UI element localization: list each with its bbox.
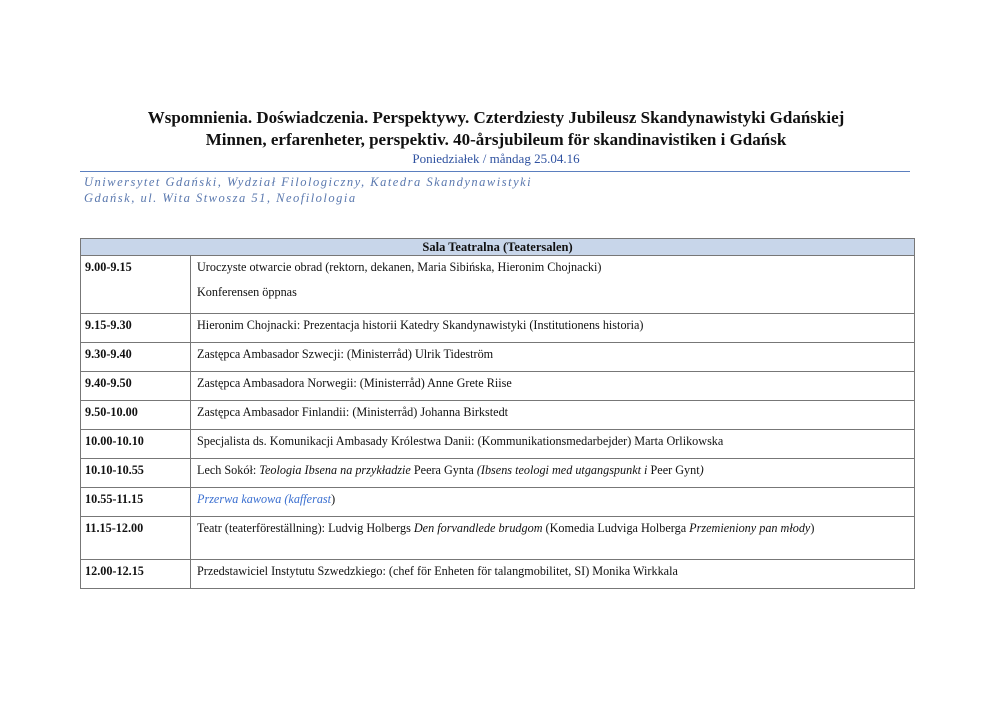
date-line: Poniedziałek / måndag 25.04.16 <box>412 151 580 166</box>
time-cell: 9.15-9.30 <box>81 314 191 343</box>
table-row <box>81 430 915 459</box>
description-cell: Zastępca Ambasador Szwecji: (Ministerråd) Ulrik Tideström <box>191 343 915 372</box>
text-segment: Peer Gynt <box>647 463 700 477</box>
italic-paren: ) <box>699 463 704 477</box>
title-polish: Wspomnienia. Doświadczenia. Perspektywy. Czterdziesty Jubileusz Skandynawistyki Gdańskiej <box>147 108 845 127</box>
text-segment: Teatr (teaterföreställning): Ludvig Holbergs <box>197 521 414 535</box>
table-row <box>81 560 915 589</box>
text-segment: ) <box>810 521 815 535</box>
table-header-row <box>81 239 915 256</box>
italic-title: Den forvandlede brudgom <box>413 521 543 535</box>
time-cell: 10.10-10.55 <box>81 459 191 488</box>
description-text: Uroczyste otwarcie obrad (rektorn, dekanen, Maria Sibińska, Hieronim Chojnacki) <box>197 260 602 274</box>
table-row <box>81 401 915 430</box>
table-row <box>81 488 915 517</box>
italic-translation: (Ibsens teologi med utgangspunkt i <box>476 463 648 477</box>
coffee-break-link[interactable]: Przerwa kawowa (kafferast <box>197 492 332 506</box>
header-divider <box>80 171 910 172</box>
time-cell: 11.15-12.00 <box>81 517 191 560</box>
text-segment: Peera Gynta <box>410 463 477 477</box>
venue-line-2: Gdańsk, ul. Wita Stwosza 51, Neofilologia <box>84 191 357 205</box>
time-cell: 9.50-10.00 <box>81 401 191 430</box>
venue-line-1: Uniwersytet Gdański, Wydział Filologiczny, Katedra Skandynawistyki <box>84 175 533 189</box>
time-cell: 9.40-9.50 <box>81 372 191 401</box>
text-segment: (Komedia Ludviga Holberga <box>542 521 690 535</box>
description-cell: Specjalista ds. Komunikacji Ambasady Królestwa Danii: (Kommunikationsmedarbejder) Marta Orlikowska <box>191 430 915 459</box>
table-row <box>81 459 915 488</box>
table-row <box>81 343 915 372</box>
description-cell <box>191 488 915 517</box>
time-cell: 10.55-11.15 <box>81 488 191 517</box>
italic-translation: Przemieniony pan młody <box>689 521 811 535</box>
description-cell <box>191 459 915 488</box>
description-text-swedish: Konferensen öppnas <box>197 285 297 299</box>
description-cell: Przedstawiciel Instytutu Szwedzkiego: (chef för Enheten för talangmobilitet, SI) Monika Wirkkala <box>191 560 915 589</box>
description-cell: Zastępca Ambasadora Norwegii: (Ministerråd) Anne Grete Riise <box>191 372 915 401</box>
description-cell: Hieronim Chojnacki: Prezentacja historii Katedry Skandynawistyki (Institutionens historia) <box>191 314 915 343</box>
table-row <box>81 517 915 560</box>
time-cell: 9.00-9.15 <box>81 256 191 314</box>
room-header: Sala Teatralna (Teatersalen) <box>81 239 915 256</box>
description-cell <box>191 256 915 314</box>
text-segment: Lech Sokół: <box>197 463 260 477</box>
table-row <box>81 372 915 401</box>
description-cell <box>191 517 915 560</box>
time-cell: 12.00-12.15 <box>81 560 191 589</box>
table-row <box>81 256 915 314</box>
description-cell: Zastępca Ambasador Finlandii: (Ministerråd) Johanna Birkstedt <box>191 401 915 430</box>
time-cell: 10.00-10.10 <box>81 430 191 459</box>
text-segment: ) <box>331 492 336 506</box>
title-swedish: Minnen, erfarenheter, perspektiv. 40-årsjubileum för skandinavistiken i Gdańsk <box>205 130 787 149</box>
table-row <box>81 314 915 343</box>
schedule-table <box>80 238 915 589</box>
italic-title: Teologia Ibsena na przykładzie <box>259 463 411 477</box>
time-cell: 9.30-9.40 <box>81 343 191 372</box>
